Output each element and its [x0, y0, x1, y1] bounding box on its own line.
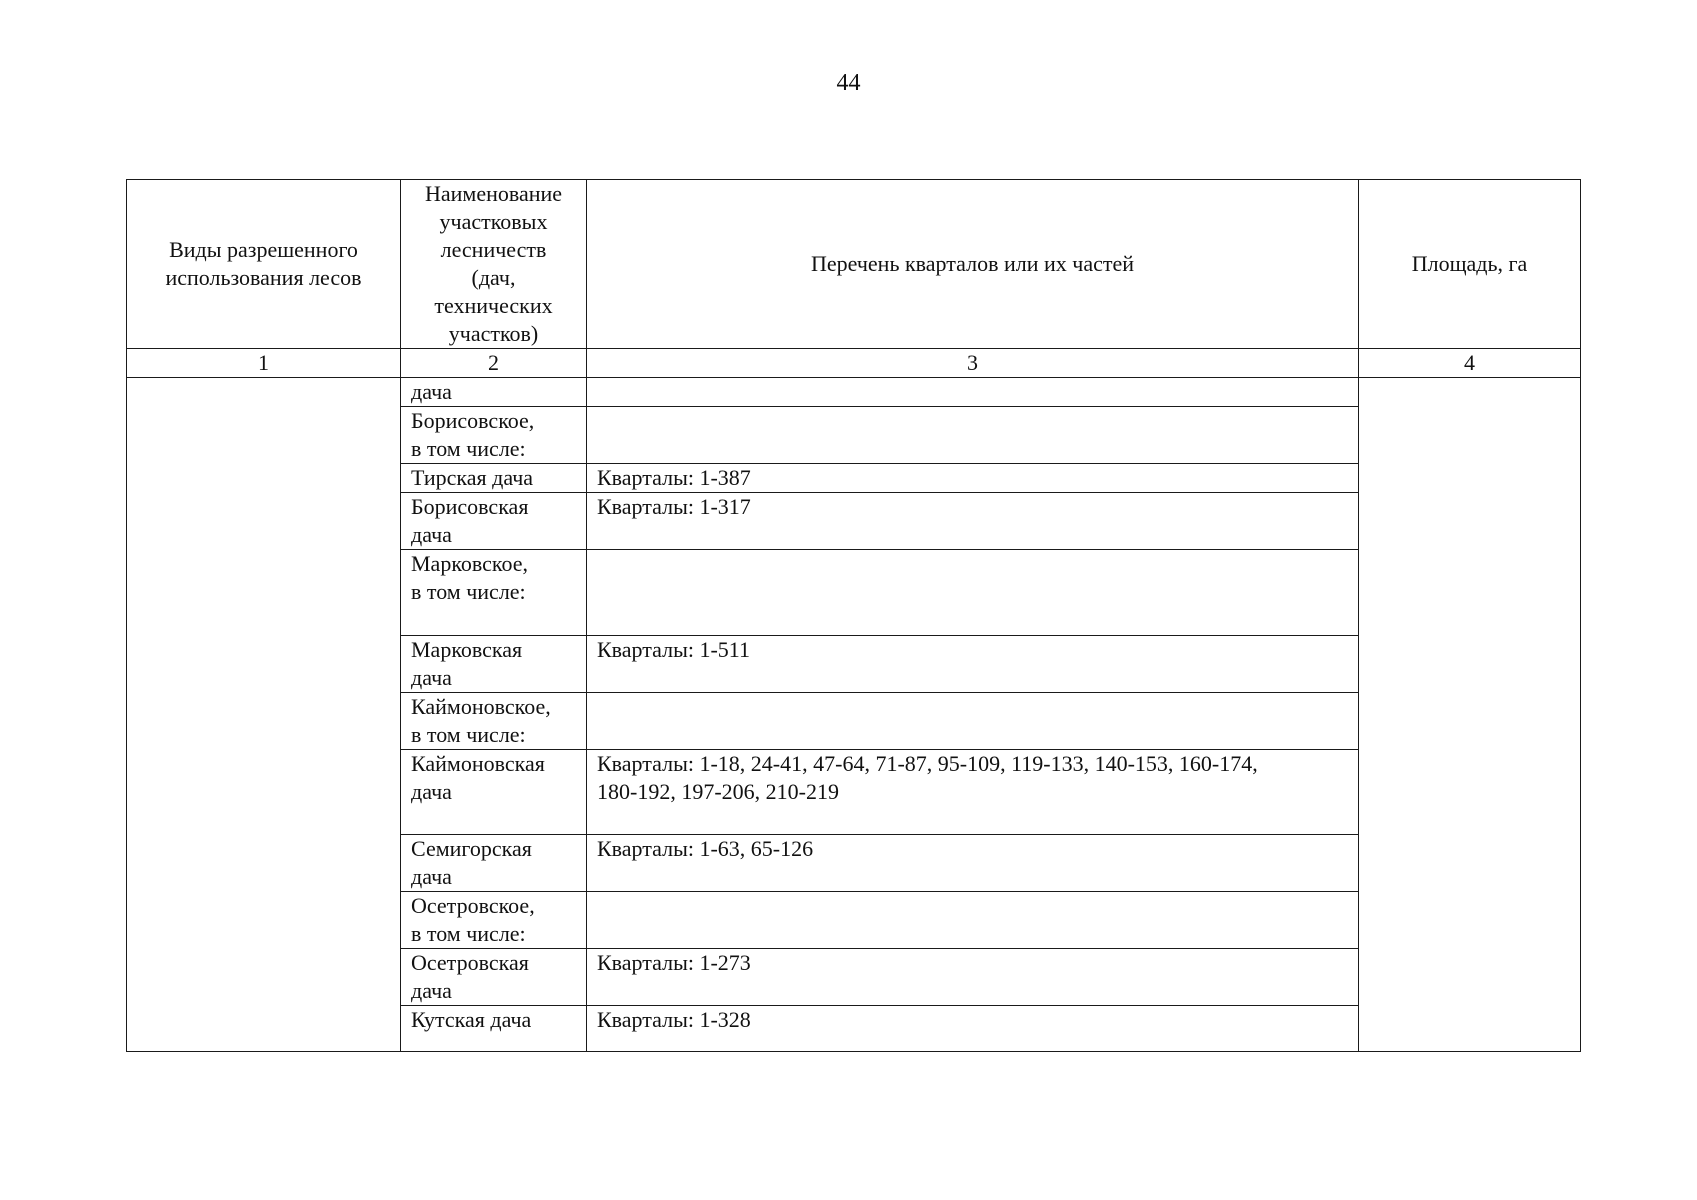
- header-quarters-list: [587, 180, 1359, 349]
- column-number: 4: [1359, 349, 1581, 378]
- forestry-name-line: дача: [411, 978, 452, 1003]
- area-cell: [1359, 378, 1581, 1052]
- header-permitted-use-line: Виды разрешенного: [169, 237, 358, 262]
- forestry-name-cell: [401, 407, 587, 464]
- quarters-cell: [587, 892, 1359, 949]
- forestry-name-line: Марковская: [411, 637, 523, 662]
- forestry-name-line: дача: [411, 379, 452, 404]
- quarters-cell: [587, 378, 1359, 407]
- header-forestry-name-line: технических: [434, 293, 553, 318]
- column-number: 2: [401, 349, 587, 378]
- forestry-name-line: Борисовская: [411, 494, 529, 519]
- quarters-line: Кварталы: 1-63, 65-126: [597, 836, 814, 861]
- header-forestry-name-line: лесничеств: [440, 237, 547, 262]
- header-forestry-name-line: (дач,: [471, 265, 516, 290]
- quarters-line: Кварталы: 1-317: [597, 494, 751, 519]
- quarters-line: Кварталы: 1-273: [597, 950, 751, 975]
- header-forestry-name-line: участковых: [439, 209, 548, 234]
- table-row: [127, 378, 1581, 407]
- forestry-name-line: в том числе:: [411, 722, 526, 747]
- column-number: 1: [127, 349, 401, 378]
- forestry-name-line: Борисовское,: [411, 408, 535, 433]
- forestry-name-line: Кутская дача: [411, 1007, 532, 1032]
- forestry-name-cell: [401, 550, 587, 636]
- forestry-name-line: дача: [411, 665, 452, 690]
- forestry-name-line: Каймоновская: [411, 751, 545, 776]
- forestry-name-line: Осетровская: [411, 950, 529, 975]
- forestry-name-cell: [401, 464, 587, 493]
- forestry-name-line: дача: [411, 864, 452, 889]
- page-number: 44: [836, 70, 861, 96]
- forestry-name-line: в том числе:: [411, 921, 526, 946]
- quarters-cell: [587, 750, 1359, 835]
- quarters-line: Кварталы: 1-18, 24-41, 47-64, 71-87, 95-109, 119-133, 140-153, 160-174,: [597, 751, 1258, 776]
- forestry-name-cell: [401, 949, 587, 1006]
- forestry-name-line: Марковское,: [411, 551, 529, 576]
- quarters-cell: [587, 693, 1359, 750]
- permitted-use-cell: [127, 378, 401, 1052]
- quarters-cell: [587, 1006, 1359, 1052]
- header-area-text: Площадь, га: [1411, 251, 1528, 276]
- forestry-name-line: в том числе:: [411, 579, 526, 604]
- forestry-name-line: дача: [411, 779, 452, 804]
- header-area: [1359, 180, 1581, 349]
- column-number-row: [127, 349, 1581, 378]
- quarters-cell: [587, 835, 1359, 892]
- quarters-cell: [587, 949, 1359, 1006]
- quarters-cell: [587, 550, 1359, 636]
- forestry-name-cell: [401, 636, 587, 693]
- quarters-line: 180-192, 197-206, 210-219: [597, 779, 839, 804]
- header-permitted-use-line: использования лесов: [165, 265, 362, 290]
- header-forestry-name-line: Наименование: [424, 181, 563, 206]
- forestry-name-cell: [401, 750, 587, 835]
- forestry-name-line: Тирская дача: [411, 465, 534, 490]
- header-forestry-name-line: участков): [448, 321, 539, 346]
- quarters-cell: [587, 493, 1359, 550]
- header-permitted-use: [127, 180, 401, 349]
- forestry-name-line: Осетровское,: [411, 893, 535, 918]
- forestry-name-line: Каймоновское,: [411, 694, 551, 719]
- forestry-name-cell: [401, 835, 587, 892]
- forestry-name-line: дача: [411, 522, 452, 547]
- forestry-name-line: Семигорская: [411, 836, 532, 861]
- quarters-line: Кварталы: 1-328: [597, 1007, 751, 1032]
- quarters-cell: [587, 636, 1359, 693]
- header-forestry-name: [401, 180, 587, 349]
- quarters-cell: [587, 464, 1359, 493]
- quarters-line: Кварталы: 1-387: [597, 465, 751, 490]
- forestry-name-cell: [401, 493, 587, 550]
- forestry-name-line: в том числе:: [411, 436, 526, 461]
- forestry-name-cell: [401, 693, 587, 750]
- table-header-row: [127, 180, 1581, 349]
- header-quarters-list-text: Перечень кварталов или их частей: [810, 251, 1135, 276]
- forest-use-table: [126, 179, 1581, 1052]
- column-number: 3: [587, 349, 1359, 378]
- forestry-name-cell: [401, 378, 587, 407]
- forestry-name-cell: [401, 892, 587, 949]
- quarters-line: Кварталы: 1-511: [597, 637, 750, 662]
- quarters-cell: [587, 407, 1359, 464]
- forestry-name-cell: [401, 1006, 587, 1052]
